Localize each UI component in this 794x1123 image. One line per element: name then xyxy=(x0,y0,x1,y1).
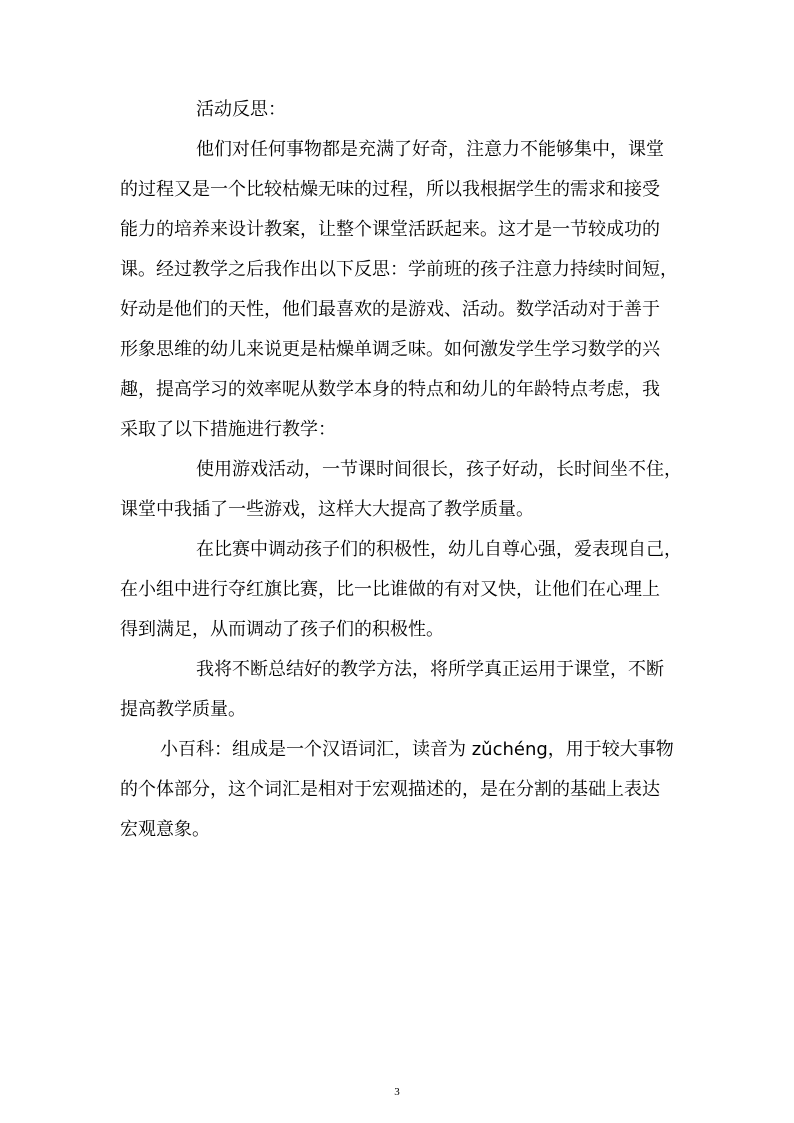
text-line: 他们对任何事物都是充满了好奇，注意力不能够集中，课堂 xyxy=(196,139,664,160)
document-body xyxy=(120,90,682,850)
text-line: 得到满足，从而调动了孩子们的积极性。 xyxy=(120,619,444,640)
text-line: 我将不断总结好的教学方法，将所学真正运用于课堂，不断 xyxy=(196,659,664,680)
reflection-paragraph xyxy=(120,130,678,450)
text-line: 在比赛中调动孩子们的积极性，幼儿自尊心强，爱表现自己， xyxy=(196,539,682,560)
encyclopedia-note xyxy=(120,730,675,850)
text-line: 采取了以下措施进行教学： xyxy=(120,419,336,440)
text-line: 的过程又是一个比较枯燥无味的过程，所以我根据学生的需求和接受 xyxy=(120,179,660,200)
games-paragraph xyxy=(120,450,682,530)
text-line: 宏观意象。 xyxy=(120,819,210,840)
text-line: 使用游戏活动，一节课时间很长，孩子好动，长时间坐不住， xyxy=(196,459,682,480)
text-line: 好动是他们的天性，他们最喜欢的是游戏、活动。数学活动对于善于 xyxy=(120,299,660,320)
text-line: 提高教学质量。 xyxy=(120,699,246,720)
page-number: 3 xyxy=(394,1086,400,1098)
text-line: 在小组中进行夺红旗比赛，比一比谁做的有对又快，让他们在心理上 xyxy=(120,579,660,600)
text-line: 课。经过教学之后我作出以下反思：学前班的孩子注意力持续时间短， xyxy=(120,259,678,280)
text-line: 小百科：组成是一个汉语词汇，读音为 zǔchéng，用于较大事物 xyxy=(160,739,674,760)
text-line: 形象思维的幼儿来说更是枯燥单调乏味。如何激发学生学习数学的兴 xyxy=(120,339,660,360)
conclusion-paragraph xyxy=(120,650,675,730)
text-line: 的个体部分，这个词汇是相对于宏观描述的，是在分割的基础上表达 xyxy=(120,779,660,800)
text-line: 能力的培养来设计教案，让整个课堂活跃起来。这才是一节较成功的 xyxy=(120,219,660,240)
text-line: 趣，提高学习的效率呢从数学本身的特点和幼儿的年龄特点考虑，我 xyxy=(120,379,660,400)
text-line: 课堂中我插了一些游戏，这样大大提高了教学质量。 xyxy=(120,499,534,520)
section-heading: 活动反思： xyxy=(196,99,286,120)
competition-paragraph xyxy=(120,530,682,650)
